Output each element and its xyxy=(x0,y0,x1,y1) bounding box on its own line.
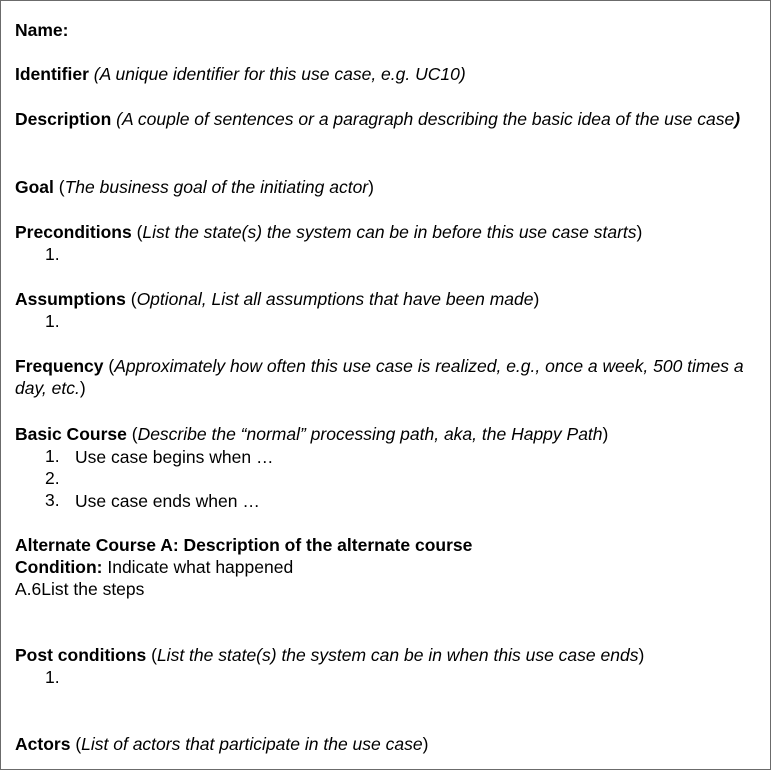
actors-hint-close: ) xyxy=(422,734,429,754)
step-text: List the steps xyxy=(41,579,145,599)
step-prefix: A.6 xyxy=(15,579,42,599)
basic-course-section xyxy=(15,423,764,445)
goal-hint-close: ) xyxy=(368,177,374,197)
basic-course-hint-open: ( xyxy=(131,424,138,444)
list-item xyxy=(1,490,770,512)
list-item xyxy=(1,468,770,490)
actors-label: Actors xyxy=(15,734,71,754)
frequency-hint: Approximately how often this use case is realized, e.g., once a week, 500 times a day, etc. xyxy=(15,356,744,398)
list-item-number: 1. xyxy=(45,446,60,466)
list-item-number: 1. xyxy=(45,244,60,264)
list-item xyxy=(1,446,770,468)
goal-section xyxy=(15,176,764,198)
description-label: Description xyxy=(15,109,112,129)
goal-label: Goal xyxy=(15,177,54,197)
assumptions-hint-open: ( xyxy=(130,289,137,309)
identifier-label: Identifier xyxy=(15,64,89,84)
identifier-section xyxy=(15,63,764,85)
condition-text: Indicate what happened xyxy=(107,557,294,577)
list-item xyxy=(1,667,770,689)
preconditions-section xyxy=(15,221,764,243)
name-heading: Name: xyxy=(15,20,69,40)
alternate-course-title: Alternate Course A: Description of the alternate course xyxy=(15,535,473,555)
list-item-text: Use case begins when … xyxy=(75,447,274,467)
frequency-hint-close: ) xyxy=(79,378,86,398)
description-section xyxy=(15,108,764,130)
basic-course-hint-close: ) xyxy=(602,424,609,444)
condition-label: Condition: xyxy=(15,557,103,577)
list-item-number: 3. xyxy=(45,490,60,510)
identifier-hint: (A unique identifier for this use case, e.g. UC10) xyxy=(93,64,466,84)
preconditions-hint: List the state(s) the system can be in before this use case starts xyxy=(142,222,637,242)
frequency-label: Frequency xyxy=(15,356,104,376)
alternate-course-condition xyxy=(15,556,764,578)
post-conditions-section xyxy=(15,644,764,666)
basic-course-label: Basic Course xyxy=(15,424,127,444)
frequency-hint-open: ( xyxy=(108,356,115,376)
goal-hint-open: ( xyxy=(58,177,65,197)
preconditions-hint-open: ( xyxy=(136,222,143,242)
goal-hint: The business goal of the initiating actor xyxy=(64,177,369,197)
alternate-course-step xyxy=(15,578,764,600)
preconditions-label: Preconditions xyxy=(15,222,132,242)
actors-hint: List of actors that participate in the use case xyxy=(81,734,423,754)
assumptions-hint-close: ) xyxy=(533,289,540,309)
post-conditions-hint-open: ( xyxy=(151,645,157,665)
post-conditions-hint-close: ) xyxy=(638,645,645,665)
assumptions-label: Assumptions xyxy=(15,289,126,309)
post-conditions-hint: List the state(s) the system can be in when this use case ends xyxy=(156,645,639,665)
frequency-section xyxy=(15,355,764,399)
description-hint-close: ) xyxy=(734,109,741,129)
actors-section xyxy=(15,733,764,755)
description-hint: (A couple of sentences or a paragraph describing the basic idea of the use case xyxy=(116,109,735,129)
assumptions-section xyxy=(15,288,764,310)
list-item-number: 1. xyxy=(45,311,60,331)
actors-hint-open: ( xyxy=(75,734,82,754)
list-item-text: Use case ends when … xyxy=(75,491,260,511)
list-item xyxy=(1,244,770,266)
preconditions-hint-close: ) xyxy=(636,222,643,242)
basic-course-hint: Describe the “normal” processing path, aka, the Happy Path xyxy=(137,424,603,444)
post-conditions-label: Post conditions xyxy=(15,645,147,665)
list-item-number: 2. xyxy=(45,468,60,488)
list-item-number: 1. xyxy=(45,667,60,687)
assumptions-hint: Optional, List all assumptions that have been made xyxy=(136,289,534,309)
list-item xyxy=(1,311,770,333)
